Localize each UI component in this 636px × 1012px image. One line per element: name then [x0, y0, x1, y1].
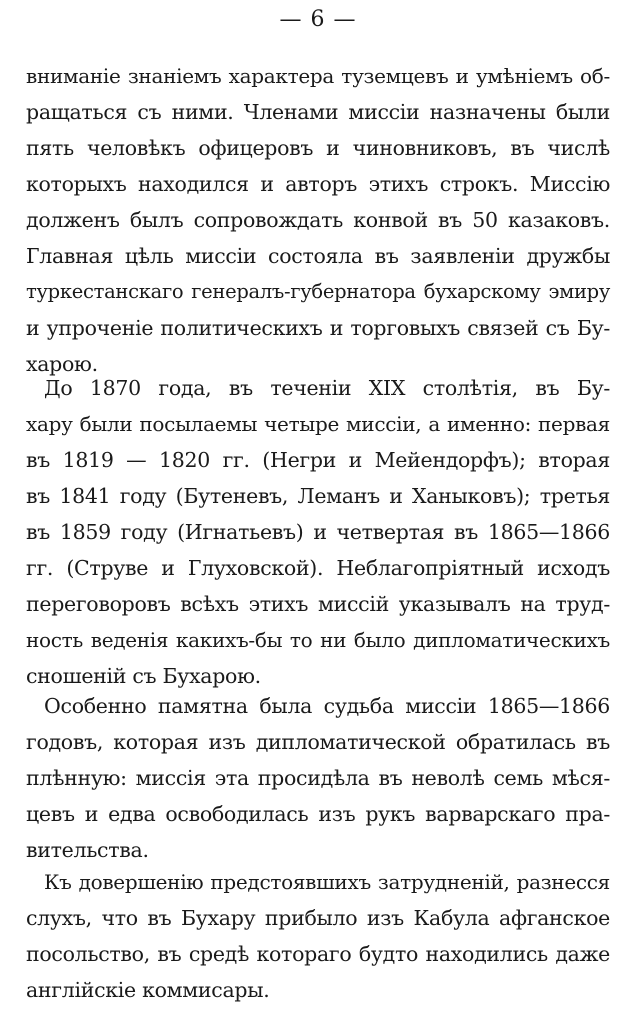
text-line: въ 1819 — 1820 гг. (Негри и Мейендорфъ); вторая — [26, 448, 610, 472]
text-line: англійскіе коммисары. — [26, 978, 270, 1002]
paragraph-2 — [26, 370, 610, 694]
text-line: пять человѣкъ офицеровъ и чиновниковъ, въ числѣ — [26, 136, 610, 160]
text-line: Главная цѣль миссіи состояла въ заявленіи дружбы — [26, 244, 610, 268]
text-line: въ 1859 году (Игнатьевъ) и четвертая въ 1865—1866 — [26, 520, 610, 544]
text-line: переговоровъ всѣхъ этихъ миссій указывалъ на труд- — [26, 592, 610, 616]
text-line: Особенно памятна была судьба миссіи 1865—1866 — [44, 694, 610, 718]
text-line: харою. — [26, 352, 98, 376]
paragraph-1 — [26, 58, 610, 382]
text-line: вительства. — [26, 838, 149, 862]
text-line: которыхъ находился и авторъ этихъ строкъ. Миссію — [26, 172, 610, 196]
text-line: и упроченіе политическихъ и торговыхъ связей съ Бу- — [26, 316, 610, 340]
paragraph-4 — [26, 864, 610, 1008]
text-line: въ 1841 году (Бутеневъ, Леманъ и Ханыковъ); третья — [26, 484, 610, 508]
text-line: долженъ былъ сопровождать конвой въ 50 казаковъ. — [26, 208, 610, 232]
text-line: ность веденія какихъ-бы то ни было дипломатическихъ — [26, 628, 610, 652]
text-line: цевъ и едва освободилась изъ рукъ варварскаго пра- — [26, 802, 610, 826]
paragraph-3 — [26, 688, 610, 868]
text-line: вниманіе знаніемъ характера туземцевъ и умѣніемъ об- — [26, 64, 610, 88]
text-line: слухъ, что въ Бухару прибыло изъ Кабула афганское — [26, 906, 610, 930]
text-line: хару были посылаемы четыре миссіи, а именно: первая — [26, 412, 610, 436]
text-line: ращаться съ ними. Членами миссіи назначены были — [26, 100, 610, 124]
page-number: — 6 — — [279, 7, 357, 32]
text-line: плѣнную: миссія эта просидѣла въ неволѣ семь мѣся- — [26, 766, 610, 790]
text-line: туркестанскаго генералъ-губернатора бухарскому эмиру — [26, 280, 610, 303]
text-line: сношеній съ Бухарою. — [26, 664, 261, 688]
text-line: гг. (Струве и Глуховской). Неблагопріятный исходъ — [26, 556, 610, 580]
text-line: Къ довершенію предстоявшихъ затрудненій, разнесся — [44, 870, 610, 894]
text-line: посольство, въ средѣ котораго будто находились даже — [26, 942, 610, 966]
text-line: До 1870 года, въ теченіи XIX столѣтія, въ Бу- — [44, 376, 610, 400]
text-line: годовъ, которая изъ дипломатической обратилась въ — [26, 730, 610, 754]
